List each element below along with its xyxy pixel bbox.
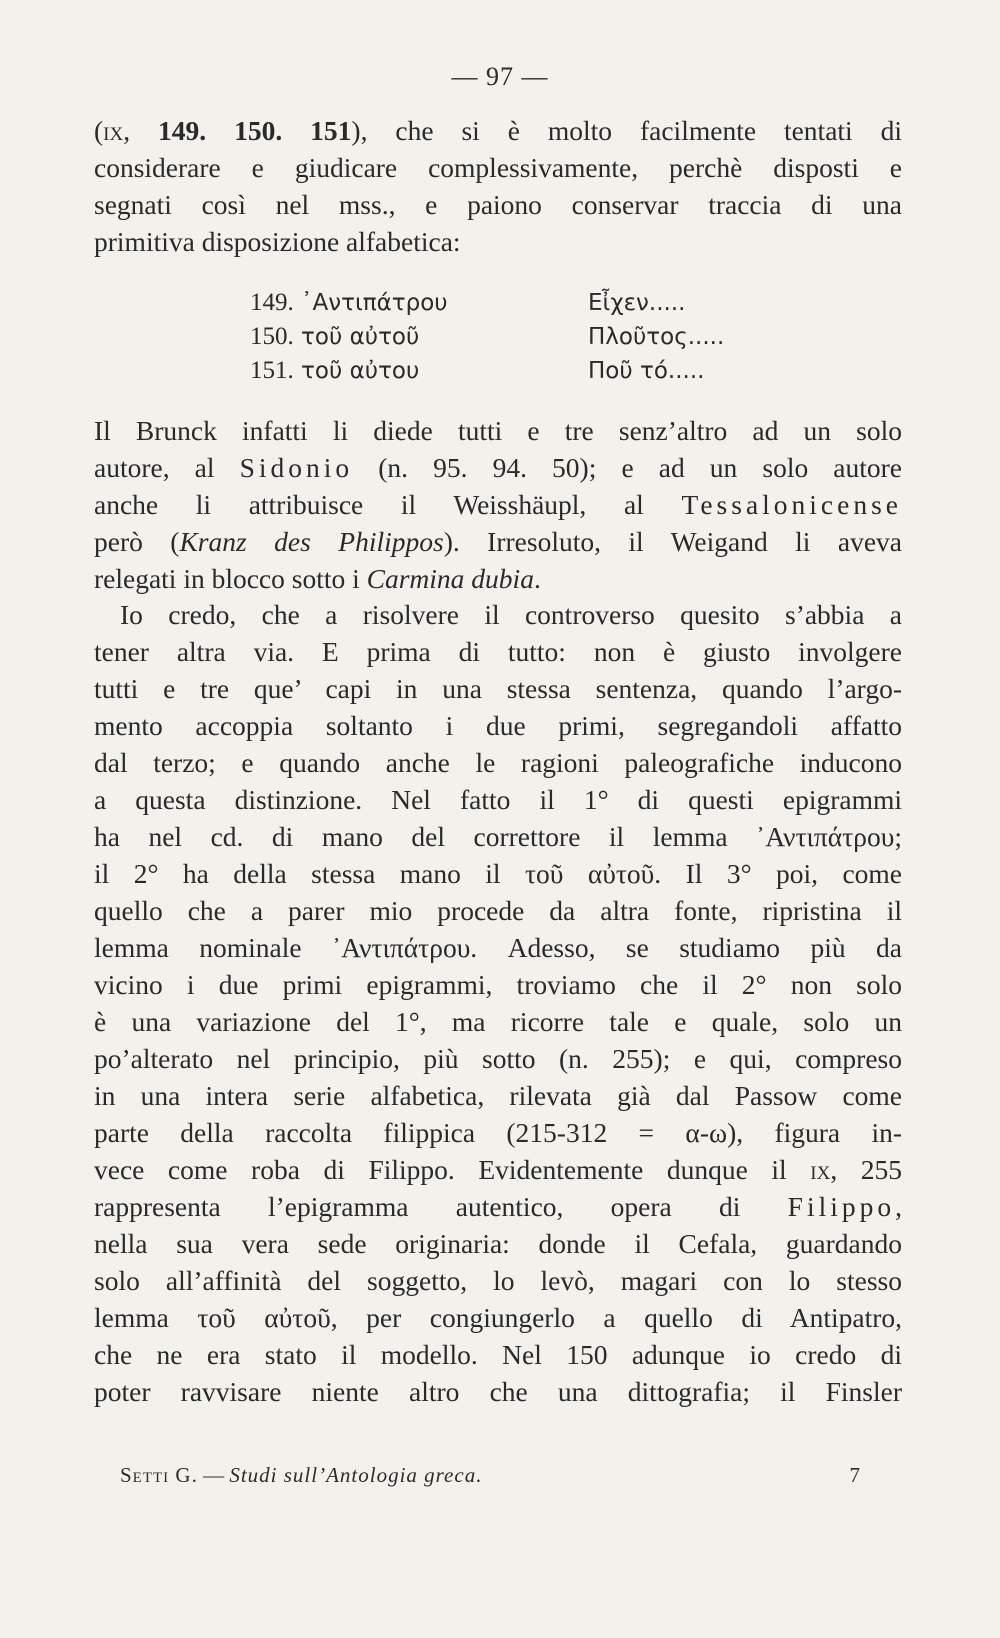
text-line: in una intera serie alfabetica, rilevata già dal Passow come	[94, 1080, 902, 1111]
text-line: relegati in blocco sotto i Carmina dubia.	[94, 563, 541, 594]
table-row	[0, 320, 1000, 354]
text-line: rappresenta l’epigramma autentico, opera di Filippo,	[94, 1191, 902, 1222]
italic-title: Kranz des Philippos	[179, 526, 444, 557]
text-line: tener altra via. E prima di tutto: non è giusto involgere	[94, 636, 902, 667]
paragraph-brunck	[94, 412, 902, 597]
text-line: primitiva disposizione alfabetica:	[94, 226, 461, 257]
text-line: (ix, 149. 150. 151), che si è molto facilmente tentati di	[94, 115, 903, 146]
incipit-cell: Πλοῦτος.....	[588, 324, 725, 350]
text-line: lemma nominale ᾿Αντιπάτρου. Adesso, se studiamo più da	[94, 932, 902, 963]
text-line: lemma τοῦ αὐτοῦ, per congiungerlo a quello di Antipatro,	[94, 1302, 902, 1333]
sheet-number: 7	[849, 1463, 860, 1487]
lemma-cell: 149. ᾿Αντιπάτρου	[250, 289, 448, 316]
text-line: po’alterato nel principio, più sotto (n. 255); e qui, compreso	[94, 1043, 902, 1074]
text-line: vicino i due primi epigrammi, troviamo che il 2° non solo	[94, 969, 902, 1000]
table-row	[0, 286, 1000, 320]
paragraph-intro	[94, 112, 902, 260]
text-line: segnati così nel mss., e paiono conservar traccia di una	[94, 189, 902, 220]
text-line: quello che a parer mio procede da altra fonte, ripristina il	[94, 895, 902, 926]
footer-title: Studi sull’Antologia greca.	[229, 1463, 483, 1487]
signature-footer: Setti G. — Studi sull’Antologia greca. 7	[120, 1463, 860, 1487]
italic-title: Carmina dubia	[366, 563, 534, 594]
text-line: poter ravvisare niente altro che una dittografia; il Finsler	[94, 1376, 902, 1407]
text-line: mento accoppia soltanto i due primi, segregandoli affatto	[94, 710, 902, 741]
text-line: autore, al Sidonio (n. 95. 94. 50); e ad un solo autore	[94, 452, 902, 483]
spaced-name: Filippo	[787, 1191, 896, 1222]
text-line: solo all’affinità del soggetto, lo levò, magari con lo stesso	[94, 1265, 902, 1296]
footer-author: Setti G.	[120, 1463, 198, 1487]
epigram-numbers: 149. 150. 151	[158, 115, 352, 146]
incipit-cell: Εἶχεν.....	[588, 290, 686, 316]
text-line: anche li attribuisce il Weisshäupl, al Tessalonicense	[94, 489, 902, 520]
text-line: tutti e tre que’ capi in una stessa sentenza, quando l’argo-	[94, 673, 902, 704]
text-line: Il Brunck infatti li diede tutti e tre senz’altro ad un solo	[94, 415, 902, 446]
text-line: il 2° ha della stessa mano il τοῦ αὐτοῦ. Il 3° poi, come	[94, 858, 902, 889]
text-line: ha nel cd. di mano del correttore il lemma ᾿Αντιπάτρου;	[94, 821, 902, 852]
lemma-cell: 150. τοῦ αὐτοῦ	[250, 323, 420, 350]
lemma-cell: 151. τοῦ αὐτου	[250, 357, 420, 384]
book-ref: ix	[103, 115, 124, 146]
text-line: vece come roba di Filippo. Evidentemente dunque il ix, 255	[94, 1154, 903, 1185]
epigram-lemma-table	[0, 286, 1000, 388]
text-line: nella sua vera sede originaria: donde il Cefala, guardando	[94, 1228, 902, 1259]
text-line: che ne era stato il modello. Nel 150 adunque io credo di	[94, 1339, 902, 1370]
text-line: però (Kranz des Philippos). Irresoluto, il Weigand li aveva	[94, 526, 902, 557]
page-number: — 97 —	[451, 62, 549, 91]
text-line: dal terzo; e quando anche le ragioni paleografiche inducono	[94, 747, 902, 778]
paragraph-argument	[94, 596, 902, 1410]
spaced-name: Sidonio	[239, 452, 354, 483]
book-ref: ix	[810, 1154, 831, 1185]
text-line: a questa distinzione. Nel fatto il 1° di questi epigrammi	[94, 784, 902, 815]
incipit-cell: Ποῦ τό.....	[588, 358, 705, 384]
text-line: considerare e giudicare complessivamente, perchè disposti e	[94, 152, 902, 183]
text-line: parte della raccolta filippica (215-312 = α-ω), figura in-	[94, 1117, 902, 1148]
text-line: Io credo, che a risolvere il controverso quesito s’abbia a	[120, 599, 902, 630]
table-row	[0, 354, 1000, 388]
spaced-name: Tessalonicense	[681, 489, 902, 520]
text-line: è una variazione del 1°, ma ricorre tale e quale, solo un	[94, 1006, 902, 1037]
